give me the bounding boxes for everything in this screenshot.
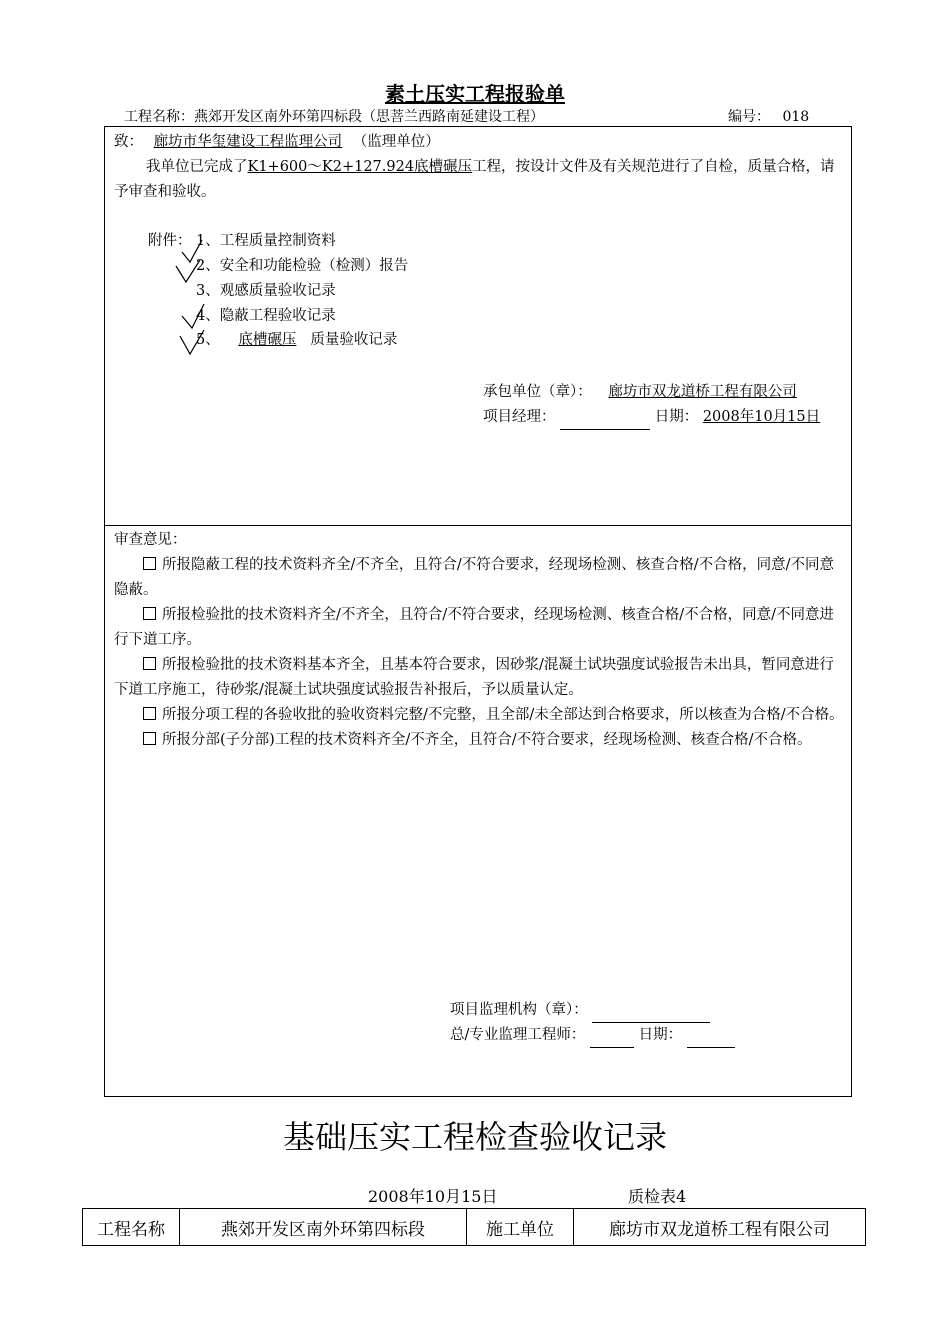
review-opinions xyxy=(114,528,844,753)
report-number-value: 018 xyxy=(782,109,810,125)
body-suffix: 工程，按设计文件及有关规范进行了自检，质量合格，请予审查和验收。 xyxy=(114,159,835,200)
project-name-line xyxy=(124,106,544,126)
attachment-item: 4、隐蔽工程验收记录 xyxy=(196,308,336,324)
submission-date-label: 日期： xyxy=(654,409,699,425)
checkmarks-handwritten xyxy=(170,232,210,362)
project-name-header: 工程名称 xyxy=(83,1209,180,1246)
supervision-org-label: 项目监理机构（章）： xyxy=(450,1002,588,1018)
review-date-blank xyxy=(687,1029,735,1048)
manager-signature-blank xyxy=(560,411,650,430)
checkbox-icon[interactable] xyxy=(143,732,156,745)
submission-body xyxy=(114,155,844,205)
attachment-suffix: 质量验收记录 xyxy=(310,332,398,348)
engineer-blank xyxy=(590,1029,634,1048)
section-range: K1+600～K2+127.924底槽碾压 xyxy=(247,159,473,175)
check-mark-icon xyxy=(182,304,204,328)
to-label: 致： xyxy=(114,134,143,150)
contractor-label: 承包单位（章）： xyxy=(483,384,592,400)
review-option: 所报分项工程的各验收批的验收资料完整/不完整，且全部/未全部达到合格要求，所以核查为合格/不合格。 xyxy=(114,703,844,728)
attachments-label: 附件： xyxy=(148,233,192,249)
project-name-label: 工程名称： xyxy=(124,109,194,125)
check-mark-icon xyxy=(180,330,204,354)
contractor-name: 廊坊市双龙道桥工程有限公司 xyxy=(608,384,797,400)
engineer-line xyxy=(450,1023,735,1048)
supervisor-suffix: （监理单位） xyxy=(352,134,440,150)
table-row xyxy=(83,1209,866,1246)
report-title: 素土压实工程报验单 xyxy=(385,82,565,106)
review-date-label: 日期： xyxy=(638,1027,683,1043)
record-title: 基础压实工程检查验收记录 xyxy=(282,1118,667,1156)
report-number-label: 编号： xyxy=(728,109,770,125)
manager-label: 项目经理： xyxy=(483,409,556,425)
form-number: 质检表4 xyxy=(628,1187,687,1206)
review-label: 审查意见： xyxy=(114,532,187,548)
review-option: 所报分部(子分部)工程的技术资料齐全/不齐全，且符合/不符合要求，经现场检测、核查合格/不合格。 xyxy=(114,728,844,753)
record-table xyxy=(82,1208,866,1246)
attachment-item: 3、观感质量验收记录 xyxy=(196,283,336,299)
project-name-cell: 燕郊开发区南外环第四标段 xyxy=(180,1209,467,1246)
review-option: 所报隐蔽工程的技术资料齐全/不齐全，且符合/不符合要求，经现场检测、核查合格/不合格，同意/不同意隐蔽。 xyxy=(114,557,835,598)
checkbox-icon[interactable] xyxy=(143,607,156,620)
attachment-item: 2、安全和功能检验（检测）报告 xyxy=(196,258,409,274)
report-number-line xyxy=(728,106,809,126)
checkbox-icon[interactable] xyxy=(143,557,156,570)
review-option: 所报检验批的技术资料基本齐全，且基本符合要求，因砂浆/混凝土试块强度试验报告未出具，暂同意进行下道工序施工，待砂浆/混凝土试块强度试验报告补报后，予以质量认定。 xyxy=(114,657,834,698)
record-date: 2008年10月15日 xyxy=(368,1187,498,1206)
contractor-line xyxy=(483,380,801,405)
checkbox-icon[interactable] xyxy=(143,657,156,670)
body-prefix: 我单位已完成了 xyxy=(146,159,248,175)
contractor-header: 施工单位 xyxy=(467,1209,574,1246)
addressee-line xyxy=(114,130,440,155)
check-mark-icon xyxy=(182,240,202,262)
checkbox-icon[interactable] xyxy=(143,707,156,720)
review-option: 所报检验批的技术资料齐全/不齐全，且符合/不符合要求，经现场检测、核查合格/不合格，同意/不同意进行下道工序。 xyxy=(114,607,835,648)
attachment-number: 5、 xyxy=(196,332,220,348)
contractor-cell: 廊坊市双龙道桥工程有限公司 xyxy=(574,1209,866,1246)
project-name-value: 燕郊开发区南外环第四标段（思菩兰西路南延建设工程） xyxy=(194,109,544,125)
attachment-name: 底槽碾压 xyxy=(238,332,297,348)
submission-date: 2008年10月15日 xyxy=(702,409,821,425)
attachment-item-5 xyxy=(196,328,397,353)
engineer-label: 总/专业监理工程师： xyxy=(450,1027,586,1043)
supervision-org-line xyxy=(450,998,710,1023)
supervision-org-blank xyxy=(592,1004,710,1023)
supervisor-name: 廊坊市华玺建设工程监理公司 xyxy=(153,134,343,150)
attachment-item: 1、工程质量控制资料 xyxy=(196,233,336,249)
manager-line xyxy=(483,405,820,430)
check-mark-icon xyxy=(176,260,200,282)
